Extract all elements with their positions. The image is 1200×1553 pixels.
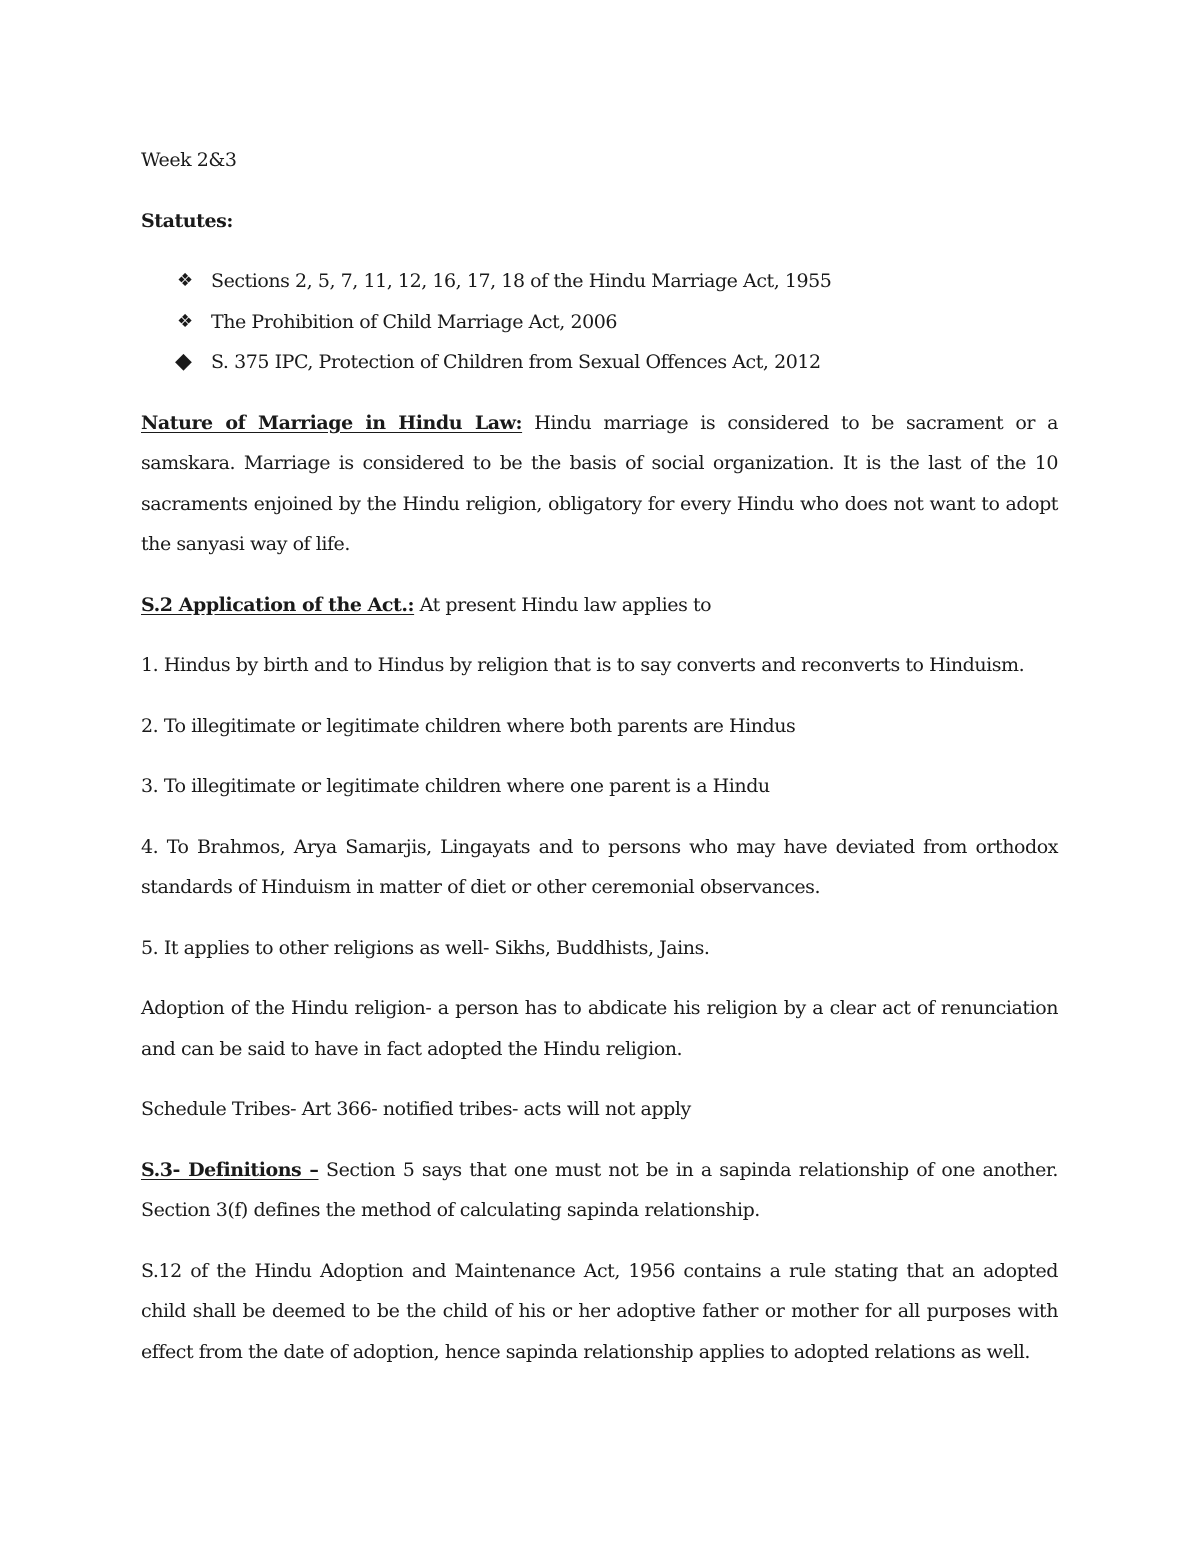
document-page: [141, 140, 1058, 1392]
adoption-of-religion-paragraph: Adoption of the Hindu religion- a person has to abdicate his religion by a clear act of renunciation and can be said to have in fact adopted the Hindu religion.: [141, 997, 1058, 1060]
statute-item: [141, 302, 1058, 343]
four-petal-bullet-icon: ❖: [177, 310, 193, 332]
nature-of-marriage-title: Nature of Marriage in Hindu Law:: [141, 411, 523, 434]
statutes-list: [141, 261, 1058, 383]
nature-of-marriage-paragraph: [141, 403, 1058, 565]
application-point: 1. Hindus by birth and to Hindus by religion that is to say converts and reconverts to Hinduism.: [141, 654, 1025, 676]
adoption-act-paragraph: S.12 of the Hindu Adoption and Maintenance Act, 1956 contains a rule stating that an adopted child shall be deemed to be the child of his or her adoptive father or mother for all purposes with effect from the date of adoption, hence sapinda relationship applies to adopted relations as well.: [141, 1259, 1058, 1363]
statutes-label: Statutes:: [141, 209, 233, 232]
application-body: At present Hindu law applies to: [414, 593, 712, 616]
application-point: 3. To illegitimate or legitimate children where one parent is a Hindu: [141, 775, 770, 797]
four-petal-bullet-icon: ❖: [177, 270, 193, 291]
definitions-body: Section 5 says that one must not be in a sapinda relationship of one another. Section 3(f) defines the method of calculating sapinda relationship.: [141, 1158, 1058, 1221]
definitions-title: S.3- Definitions –: [141, 1158, 319, 1181]
diamond-bullet-icon: ◆: [175, 349, 192, 374]
statute-text: The Prohibition of Child Marriage Act, 2006: [211, 310, 617, 333]
statute-text: Sections 2, 5, 7, 11, 12, 16, 17, 18 of the Hindu Marriage Act, 1955: [211, 270, 832, 292]
application-point: 4. To Brahmos, Arya Samarjis, Lingayats and to persons who may have deviated from orthodox standards of Hinduism in matter of diet or other ceremonial observances.: [141, 835, 1058, 898]
application-point: 2. To illegitimate or legitimate children where both parents are Hindus: [141, 714, 796, 737]
week-heading: Week 2&3: [141, 149, 237, 171]
application-title: S.2 Application of the Act.:: [141, 593, 415, 616]
definitions-paragraph: [141, 1150, 1058, 1231]
statute-item: [141, 261, 1058, 302]
nature-of-marriage-body: Hindu marriage is considered to be sacrament or a samskara. Marriage is considered to be the basis of social organization. It is the last of the 10 sacraments enjoined by the Hindu religion, obligatory for every Hindu who does not want to adopt the sanyasi way of life.: [141, 411, 1059, 555]
statute-item: [141, 342, 1058, 383]
statute-text: S. 375 IPC, Protection of Children from Sexual Offences Act, 2012: [211, 351, 821, 373]
application-point: 5. It applies to other religions as well- Sikhs, Buddhists, Jains.: [141, 936, 710, 959]
schedule-tribes-paragraph: Schedule Tribes- Art 366- notified tribes- acts will not apply: [141, 1098, 691, 1120]
application-paragraph: [141, 585, 1058, 626]
